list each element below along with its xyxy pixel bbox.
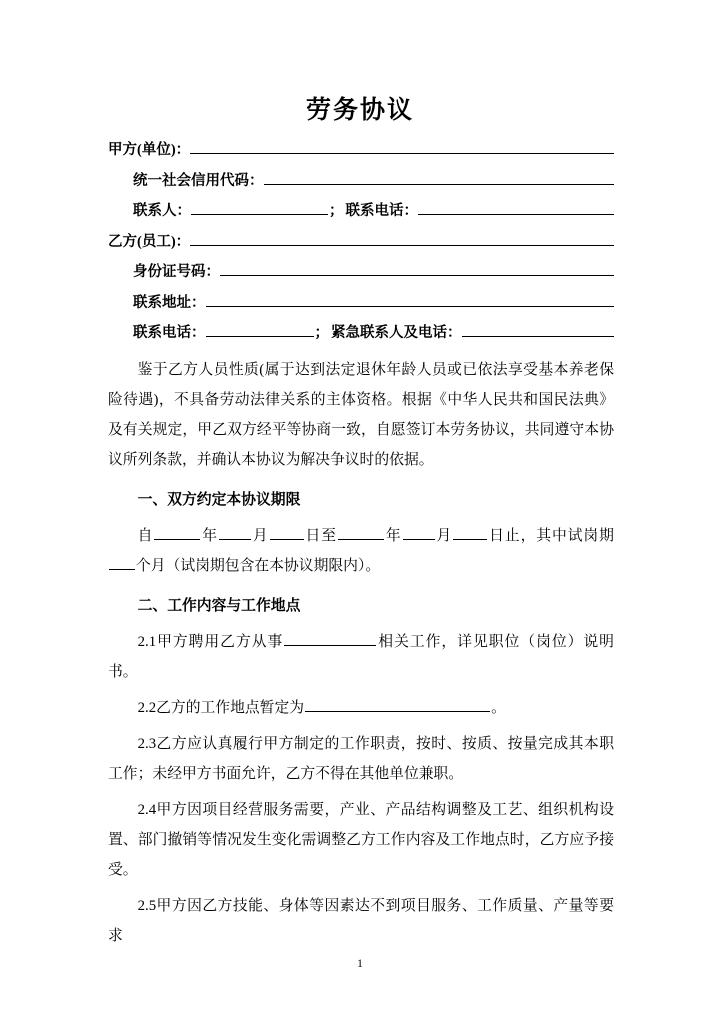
clause-text: 甲方因乙方技能、身体等因素达不到项目服务、工作质量、产量等要求 (108, 897, 614, 944)
term-text-1: 自 (137, 527, 154, 544)
input-emergency-contact[interactable] (462, 323, 615, 337)
input-end-year[interactable] (338, 524, 384, 539)
input-probation-months[interactable] (109, 554, 135, 569)
document-body (108, 140, 614, 957)
input-job-position[interactable] (284, 630, 376, 645)
field-party-b-name (108, 232, 614, 250)
field-party-a-name (108, 140, 614, 158)
clause-text: 乙方应认真履行甲方制定的工作职责，按时、按质、按量完成其本职工作；未经甲方书面允许，乙方不得在其他单位兼职。 (108, 735, 614, 782)
clause-text-after: 相关工作，详见职位（岗位）说明书。 (108, 633, 614, 680)
clause-text-after: 。 (491, 699, 506, 716)
input-end-month[interactable] (403, 524, 435, 539)
term-text-8: 个月（试岗期包含在本协议期限内）。 (136, 557, 381, 574)
input-id-number[interactable] (220, 262, 614, 276)
input-contact-person[interactable] (191, 201, 328, 215)
field-address (108, 293, 614, 311)
input-party-a-name[interactable] (190, 140, 614, 154)
term-text-5: 年 (384, 527, 402, 544)
field-label-address: 联系地址： (133, 294, 206, 311)
field-label-party-a-name: 甲方(单位)： (108, 142, 191, 158)
field-label-emergency-contact: 紧急联系人及电话： (331, 325, 462, 341)
clause-2-4 (108, 795, 614, 885)
term-text-2: 年 (201, 527, 218, 544)
term-text-4: 日至 (304, 527, 337, 544)
term-text-7: 日止，其中试岗期 (488, 527, 614, 544)
clause-text: 甲方因项目经营服务需要，产业、产品结构调整及工艺、组织机构设置、部门撤销等情况发生变化需调整乙方工作内容及工作地点时，乙方应予接受。 (108, 801, 614, 878)
section-heading-1: 一、双方约定本协议期限 (137, 491, 301, 508)
clause-text-before: 乙方的工作地点暂定为 (156, 699, 305, 716)
input-address[interactable] (206, 293, 615, 307)
clause-2-3 (108, 729, 614, 789)
clause-number: 2.3 (137, 735, 157, 752)
page-title: 劳务协议 (305, 97, 414, 124)
term-text-6: 月 (435, 527, 453, 544)
clause-2-1 (108, 627, 614, 687)
preamble-paragraph: 鉴于乙方人员性质(属于达到法定退休年龄人员或已依法享受基本养老保险待遇)，不具备劳动法律关系的主体资格。根据《中华人民共和国民法典》及有关规定，甲乙双方经平等协商一致，自愿签订本劳务协议，共同遵守本协议所列条款，并确认本协议为解决争议时的依据。 (108, 361, 614, 468)
field-separator: ； (314, 325, 329, 341)
input-start-month[interactable] (219, 524, 251, 539)
field-id-number (108, 262, 614, 280)
field-phone-emergency-row (108, 323, 614, 341)
field-label-id-number: 身份证号码： (133, 264, 220, 280)
field-credit-code (108, 171, 614, 189)
clause-number: 2.5 (137, 897, 157, 914)
field-separator: ； (329, 203, 344, 219)
agreement-term-line (108, 521, 614, 581)
term-text-3: 月 (251, 527, 269, 544)
field-label-party-b-name: 乙方(员工)： (108, 233, 191, 250)
input-start-day[interactable] (270, 524, 304, 539)
section-heading-2: 二、工作内容与工作地点 (137, 597, 301, 614)
field-label-contact-phone: 联系电话： (345, 203, 418, 219)
field-label-party-b-phone: 联系电话： (133, 325, 206, 341)
input-contact-phone[interactable] (418, 201, 614, 215)
clause-number: 2.4 (137, 801, 157, 818)
field-contact-person-row (108, 201, 614, 219)
field-label-contact-person: 联系人： (133, 203, 191, 219)
clause-2-5 (108, 891, 614, 951)
clause-number: 2.2 (137, 699, 157, 716)
clause-text-before: 甲方聘用乙方从事 (156, 633, 284, 650)
clause-2-2 (108, 693, 614, 723)
input-work-location[interactable] (305, 696, 490, 711)
field-label-credit-code: 统一社会信用代码： (133, 172, 264, 189)
input-end-day[interactable] (453, 524, 487, 539)
page-number-footer: 1 (357, 958, 363, 970)
input-start-year[interactable] (154, 524, 200, 539)
input-credit-code[interactable] (264, 171, 615, 185)
input-party-b-name[interactable] (190, 232, 614, 246)
input-party-b-phone[interactable] (206, 323, 314, 337)
clause-number: 2.1 (137, 633, 157, 650)
